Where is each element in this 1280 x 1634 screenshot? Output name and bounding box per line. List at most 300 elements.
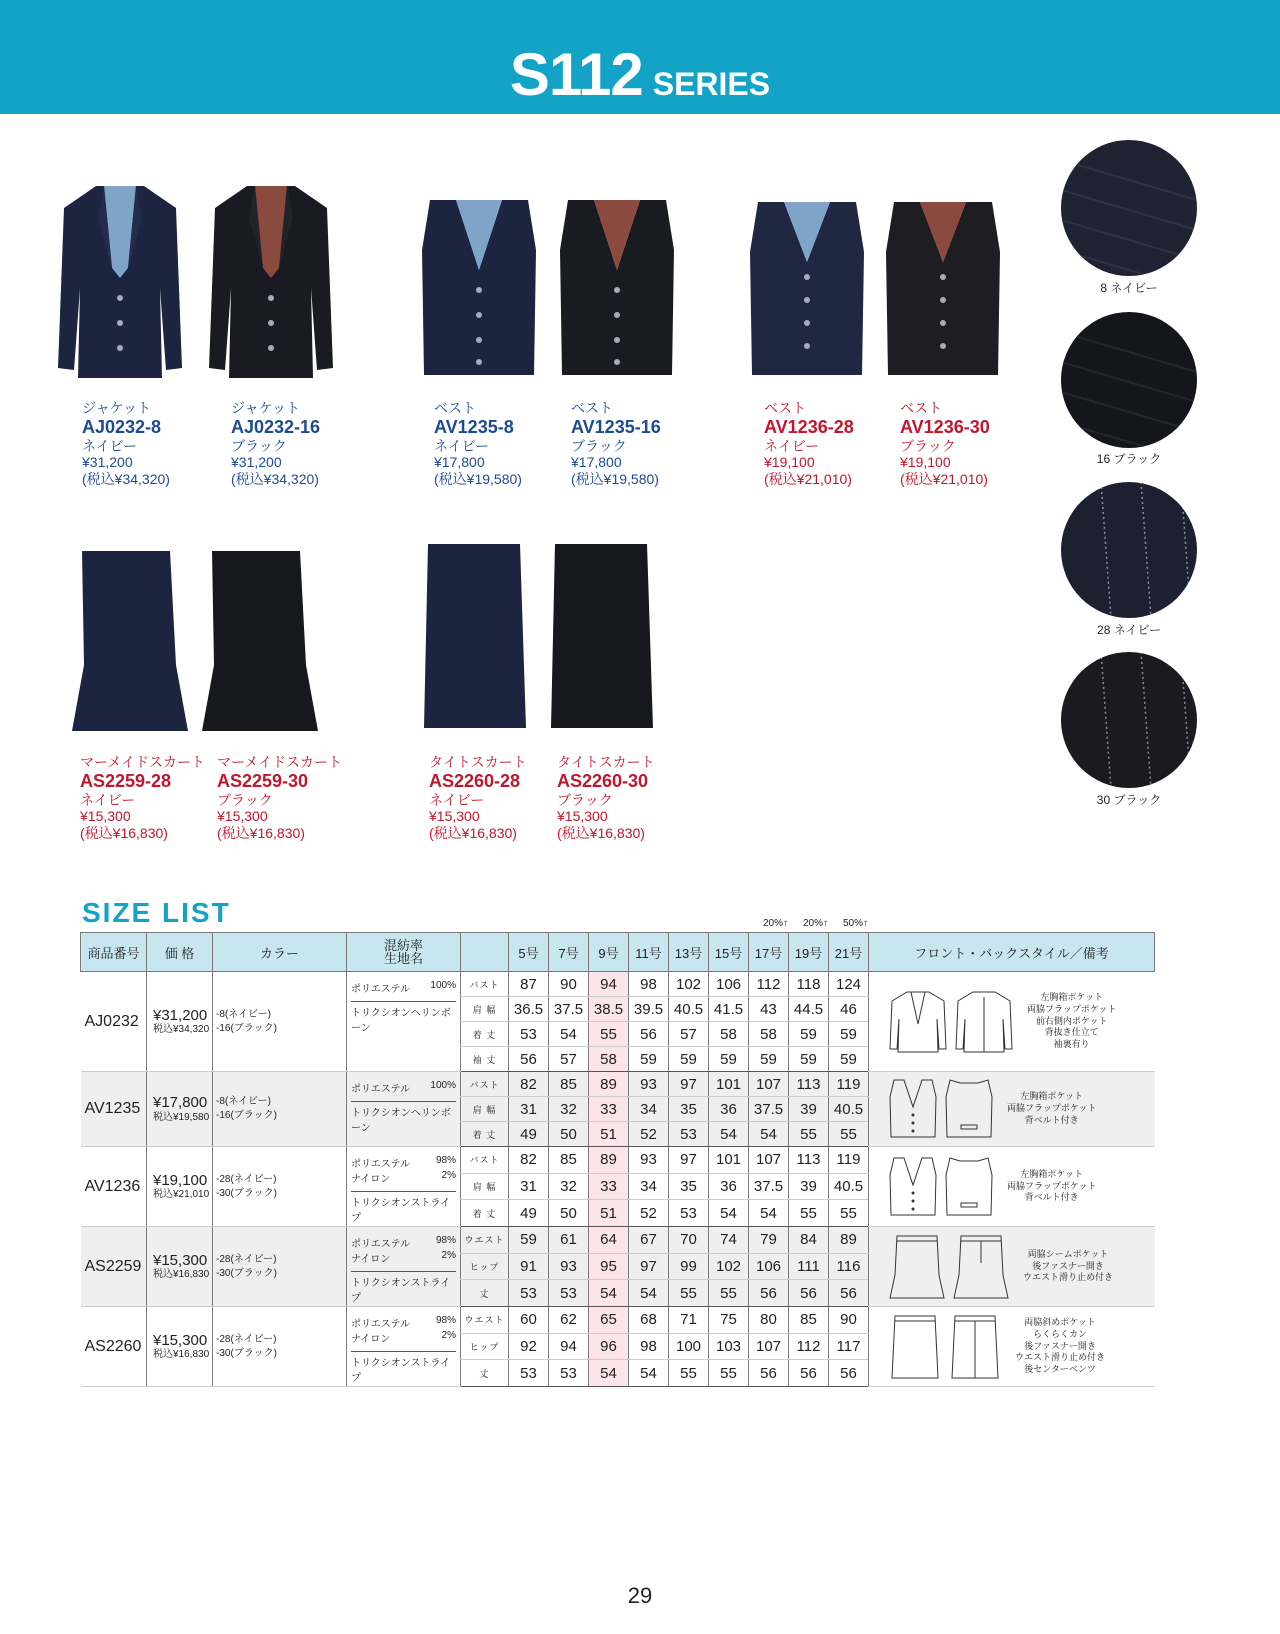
price: ¥31,200 bbox=[153, 1006, 208, 1024]
remark-item: ウエスト滑り止め付き bbox=[1015, 1352, 1106, 1363]
product-type: ベスト bbox=[571, 400, 613, 416]
size-value: 89 bbox=[589, 1072, 629, 1097]
size-value: 56 bbox=[629, 1022, 669, 1047]
size-value: 94 bbox=[549, 1333, 589, 1360]
size-value: 100 bbox=[669, 1333, 709, 1360]
color-option: -30(ブラック) bbox=[216, 1267, 277, 1279]
tax-price: 税込¥34,320 bbox=[153, 1024, 210, 1036]
size-value: 54 bbox=[549, 1022, 589, 1047]
size-value: 40.5 bbox=[829, 1173, 869, 1200]
size-value: 98 bbox=[629, 972, 669, 997]
material-cell bbox=[347, 972, 461, 1072]
tax-price: 税込¥16,830 bbox=[153, 1349, 210, 1361]
size-value: 56 bbox=[789, 1280, 829, 1307]
size-value: 90 bbox=[829, 1307, 869, 1334]
size-value: 46 bbox=[829, 997, 869, 1022]
size-value: 39 bbox=[789, 1173, 829, 1200]
remark-item: 背ベルト付き bbox=[1024, 1192, 1079, 1203]
size-row bbox=[81, 1307, 1155, 1334]
product-code: AS2259-28 bbox=[80, 770, 172, 791]
size-value: 59 bbox=[749, 1047, 789, 1072]
size-value: 112 bbox=[749, 972, 789, 997]
size-value: 50 bbox=[549, 1122, 589, 1147]
header-price: 価 格 bbox=[147, 933, 213, 972]
material-name: ナイロン bbox=[351, 1174, 391, 1185]
size-value: 56 bbox=[789, 1360, 829, 1387]
size-value: 53 bbox=[669, 1122, 709, 1147]
vest-back-sketch-icon bbox=[945, 1155, 993, 1219]
product-code-cell: AJ0232 bbox=[81, 972, 147, 1072]
header-size: 13号 bbox=[669, 933, 709, 972]
size-value: 53 bbox=[549, 1280, 589, 1307]
product-color: ブラック bbox=[231, 437, 287, 454]
skirt-as2260-navy-image bbox=[420, 540, 530, 732]
series-title bbox=[0, 40, 1280, 109]
size-value: 36 bbox=[709, 1097, 749, 1122]
product-type: ジャケット bbox=[82, 400, 152, 416]
size-value: 53 bbox=[509, 1360, 549, 1387]
size-value: 117 bbox=[829, 1333, 869, 1360]
color-cell bbox=[213, 972, 347, 1072]
size-value: 60 bbox=[509, 1307, 549, 1334]
price-cell bbox=[147, 1072, 213, 1147]
size-value: 54 bbox=[749, 1200, 789, 1227]
price: ¥17,800 bbox=[153, 1094, 208, 1112]
size-value: 54 bbox=[589, 1280, 629, 1307]
size-value: 34 bbox=[629, 1097, 669, 1122]
swatch-label: 16 ブラック bbox=[1096, 452, 1162, 466]
size-value: 50 bbox=[549, 1200, 589, 1227]
size-value: 33 bbox=[589, 1173, 629, 1200]
color-cell bbox=[213, 1227, 347, 1307]
size-value: 71 bbox=[669, 1307, 709, 1334]
size-value: 32 bbox=[549, 1173, 589, 1200]
header-size: 5号 bbox=[509, 933, 549, 972]
product-type: ベスト bbox=[764, 400, 806, 416]
size-note: 50%↑ bbox=[843, 918, 869, 929]
color-option: -16(ブラック) bbox=[216, 1022, 277, 1034]
size-value: 55 bbox=[789, 1200, 829, 1227]
size-value: 44.5 bbox=[789, 997, 829, 1022]
jacket-navy-image bbox=[56, 178, 184, 388]
size-value: 34 bbox=[629, 1173, 669, 1200]
material-name: ポリエステル bbox=[351, 1319, 411, 1330]
size-value: 37.5 bbox=[749, 1173, 789, 1200]
product-code: AS2260-28 bbox=[429, 770, 521, 791]
vest-av1236-navy-image bbox=[748, 192, 866, 385]
size-value: 33 bbox=[589, 1097, 629, 1122]
size-note: 20%↑ bbox=[763, 918, 789, 929]
size-value: 96 bbox=[589, 1333, 629, 1360]
material-name: ポリエステル bbox=[351, 1159, 411, 1170]
material-percent: 98% bbox=[435, 1155, 456, 1166]
product-price: ¥15,300 bbox=[557, 808, 608, 825]
swatch-label: 8 ネイビー bbox=[1100, 281, 1158, 295]
size-value: 54 bbox=[629, 1280, 669, 1307]
measure-label: 肩 幅 bbox=[461, 1173, 509, 1200]
product-color: ブラック bbox=[557, 791, 613, 808]
header-measure bbox=[461, 933, 509, 972]
color-cell bbox=[213, 1072, 347, 1147]
size-value: 97 bbox=[669, 1072, 709, 1097]
size-value: 98 bbox=[629, 1333, 669, 1360]
remarks-list bbox=[1007, 1091, 1096, 1126]
size-value: 84 bbox=[789, 1227, 829, 1254]
material-line bbox=[351, 1330, 456, 1345]
product-code-cell: AS2259 bbox=[81, 1227, 147, 1307]
measure-label: ウエスト bbox=[461, 1227, 509, 1254]
size-value: 37.5 bbox=[749, 1097, 789, 1122]
product-code-cell: AS2260 bbox=[81, 1307, 147, 1387]
remarks-cell bbox=[869, 1307, 1155, 1387]
measure-label: バスト bbox=[461, 1072, 509, 1097]
size-value: 90 bbox=[549, 972, 589, 997]
product-code: AS2259-30 bbox=[217, 770, 309, 791]
product-price: ¥31,200 bbox=[82, 454, 133, 471]
product-tax-price: (税込¥34,320) bbox=[82, 470, 170, 487]
product-type: マーメイドスカート bbox=[80, 754, 205, 770]
product-tax-price: (税込¥21,010) bbox=[900, 470, 988, 487]
size-value: 31 bbox=[509, 1173, 549, 1200]
size-value: 59 bbox=[669, 1047, 709, 1072]
size-row bbox=[81, 1147, 1155, 1174]
product-price: ¥17,800 bbox=[571, 454, 622, 471]
measure-label: 着 丈 bbox=[461, 1122, 509, 1147]
size-value: 82 bbox=[509, 1072, 549, 1097]
product-code: AV1236-30 bbox=[900, 416, 990, 437]
color-cell bbox=[213, 1147, 347, 1227]
remark-item: 背抜き仕立て bbox=[1044, 1027, 1099, 1038]
material-percent: 2% bbox=[441, 1330, 456, 1341]
size-value: 56 bbox=[829, 1360, 869, 1387]
size-value: 55 bbox=[789, 1122, 829, 1147]
product-price: ¥31,200 bbox=[231, 454, 282, 471]
size-value: 93 bbox=[549, 1253, 589, 1280]
size-value: 112 bbox=[789, 1333, 829, 1360]
price-cell bbox=[147, 1227, 213, 1307]
material-line bbox=[351, 1235, 456, 1250]
remark-item: らくらくカン bbox=[1033, 1328, 1088, 1339]
product-color: ネイビー bbox=[429, 791, 485, 808]
price-cell bbox=[147, 1307, 213, 1387]
remark-item: 両脇フラップポケット bbox=[1007, 1103, 1097, 1114]
product-caption bbox=[571, 400, 661, 487]
measure-label: 丈 bbox=[461, 1360, 509, 1387]
size-value: 55 bbox=[829, 1122, 869, 1147]
size-value: 56 bbox=[509, 1047, 549, 1072]
material-percent: 2% bbox=[441, 1250, 456, 1261]
remarks-cell bbox=[869, 1227, 1155, 1307]
size-value: 68 bbox=[629, 1307, 669, 1334]
size-value: 43 bbox=[749, 997, 789, 1022]
size-value: 85 bbox=[789, 1307, 829, 1334]
color-cell bbox=[213, 1307, 347, 1387]
size-value: 37.5 bbox=[549, 997, 589, 1022]
size-value: 54 bbox=[589, 1360, 629, 1387]
product-tax-price: (税込¥21,010) bbox=[764, 470, 852, 487]
size-value: 93 bbox=[629, 1072, 669, 1097]
swatch-label: 30 ブラック bbox=[1096, 793, 1162, 807]
header-size: 7号 bbox=[549, 933, 589, 972]
size-value: 53 bbox=[509, 1022, 549, 1047]
remark-item: 両脇シームポケット bbox=[1027, 1248, 1109, 1259]
size-value: 99 bbox=[669, 1253, 709, 1280]
size-value: 54 bbox=[709, 1200, 749, 1227]
product-color: ブラック bbox=[571, 437, 627, 454]
size-value: 107 bbox=[749, 1072, 789, 1097]
remark-item: 左胸箱ポケット bbox=[1020, 1168, 1083, 1179]
remarks-list bbox=[1015, 1317, 1105, 1375]
product-color: ネイビー bbox=[764, 437, 820, 454]
fabric-swatch bbox=[1061, 482, 1197, 618]
product-tax-price: (税込¥34,320) bbox=[231, 470, 319, 487]
size-value: 32 bbox=[549, 1097, 589, 1122]
size-note: 20%↑ bbox=[803, 918, 829, 929]
remark-item: 後ファスナー開き bbox=[1032, 1260, 1104, 1271]
product-type: タイトスカート bbox=[557, 754, 655, 770]
size-value: 67 bbox=[629, 1227, 669, 1254]
color-option: -16(ブラック) bbox=[216, 1110, 277, 1121]
material-name: ポリエステル bbox=[351, 984, 411, 995]
remark-item: 左胸箱ポケット bbox=[1020, 1091, 1083, 1102]
jacket-sketch-icon bbox=[889, 989, 947, 1055]
size-value: 39.5 bbox=[629, 997, 669, 1022]
tight-skirt-back-sketch-icon bbox=[949, 1313, 1001, 1381]
vest-av1235-navy-image bbox=[420, 190, 538, 385]
size-value: 97 bbox=[629, 1253, 669, 1280]
tax-price: 税込¥21,010 bbox=[153, 1189, 210, 1201]
size-value: 59 bbox=[829, 1047, 869, 1072]
color-option: -28(ネイビー) bbox=[216, 1253, 277, 1265]
price: ¥15,300 bbox=[153, 1331, 208, 1349]
material-percent: 100% bbox=[430, 1080, 456, 1091]
size-value: 59 bbox=[629, 1047, 669, 1072]
material-line bbox=[351, 1170, 456, 1185]
size-value: 119 bbox=[829, 1147, 869, 1174]
size-value: 107 bbox=[749, 1333, 789, 1360]
material-cell bbox=[347, 1147, 461, 1227]
fabric-name: トリクシオンヘリンボーン bbox=[351, 1101, 456, 1134]
material-line bbox=[351, 1080, 456, 1095]
material-percent: 98% bbox=[435, 1235, 456, 1246]
header-code: 商品番号 bbox=[81, 933, 147, 972]
remarks-cell bbox=[869, 972, 1155, 1072]
size-value: 97 bbox=[669, 1147, 709, 1174]
product-code: AV1235-8 bbox=[434, 416, 514, 437]
size-value: 41.5 bbox=[709, 997, 749, 1022]
product-code-cell: AV1236 bbox=[81, 1147, 147, 1227]
remark-item: ウエスト滑り止め付き bbox=[1023, 1272, 1114, 1283]
tax-price: 税込¥19,580 bbox=[153, 1111, 210, 1123]
fabric-swatch bbox=[1061, 140, 1197, 276]
product-caption bbox=[80, 754, 205, 841]
size-value: 70 bbox=[669, 1227, 709, 1254]
size-value: 107 bbox=[749, 1147, 789, 1174]
material-line bbox=[351, 1250, 456, 1265]
product-tax-price: (税込¥16,830) bbox=[557, 824, 645, 841]
measure-label: 着 丈 bbox=[461, 1200, 509, 1227]
vest-back-sketch-icon bbox=[945, 1077, 993, 1141]
size-value: 80 bbox=[749, 1307, 789, 1334]
size-value: 102 bbox=[669, 972, 709, 997]
product-price: ¥15,300 bbox=[217, 808, 268, 825]
page-number: 29 bbox=[627, 1583, 653, 1608]
size-value: 58 bbox=[709, 1022, 749, 1047]
color-option: -8(ネイビー) bbox=[216, 1008, 271, 1020]
vest-av1236-black-image bbox=[884, 192, 1002, 385]
size-value: 35 bbox=[669, 1097, 709, 1122]
product-caption bbox=[82, 400, 170, 487]
remark-item: 後ファスナー開き bbox=[1024, 1340, 1096, 1351]
mermaid-skirt-sketch-icon bbox=[889, 1233, 945, 1301]
size-value: 85 bbox=[549, 1147, 589, 1174]
size-value: 54 bbox=[629, 1360, 669, 1387]
product-color: ブラック bbox=[900, 437, 956, 454]
product-caption bbox=[900, 400, 990, 487]
remark-item: 両脇斜めポケット bbox=[1024, 1317, 1096, 1328]
remark-item: 両脇フラップポケット bbox=[1027, 1003, 1117, 1014]
product-tax-price: (税込¥16,830) bbox=[217, 824, 305, 841]
fabric-name: トリクシオンストライプ bbox=[351, 1271, 456, 1304]
price: ¥15,300 bbox=[153, 1251, 208, 1269]
size-value: 56 bbox=[749, 1280, 789, 1307]
size-value: 79 bbox=[749, 1227, 789, 1254]
measure-label: 肩 幅 bbox=[461, 1097, 509, 1122]
skirt-as2259-navy-image bbox=[70, 545, 190, 735]
fabric-name: トリクシオンストライプ bbox=[351, 1191, 456, 1224]
size-value: 124 bbox=[829, 972, 869, 997]
size-value: 59 bbox=[829, 1022, 869, 1047]
skirt-as2260-black-image bbox=[547, 540, 657, 732]
remarks-cell bbox=[869, 1072, 1155, 1147]
swatch-label: 28 ネイビー bbox=[1097, 623, 1161, 637]
size-value: 61 bbox=[549, 1227, 589, 1254]
product-caption bbox=[429, 754, 527, 841]
header-size: 11号 bbox=[629, 933, 669, 972]
size-value: 55 bbox=[669, 1280, 709, 1307]
material-cell bbox=[347, 1307, 461, 1387]
size-value: 106 bbox=[709, 972, 749, 997]
remark-item: 後センターベンツ bbox=[1024, 1364, 1096, 1375]
product-caption bbox=[557, 754, 655, 841]
size-value: 94 bbox=[589, 972, 629, 997]
size-value: 51 bbox=[589, 1200, 629, 1227]
product-color: ブラック bbox=[217, 791, 273, 808]
size-value: 93 bbox=[629, 1147, 669, 1174]
measure-label: ウエスト bbox=[461, 1307, 509, 1334]
product-type: タイトスカート bbox=[429, 754, 527, 770]
product-type: マーメイドスカート bbox=[217, 754, 342, 770]
size-table-body bbox=[81, 972, 1155, 1387]
size-value: 53 bbox=[509, 1280, 549, 1307]
header-size: 9号 bbox=[589, 933, 629, 972]
size-value: 40.5 bbox=[669, 997, 709, 1022]
size-value: 62 bbox=[549, 1307, 589, 1334]
remarks-list bbox=[1027, 992, 1116, 1050]
size-value: 91 bbox=[509, 1253, 549, 1280]
size-value: 55 bbox=[589, 1022, 629, 1047]
product-price: ¥17,800 bbox=[434, 454, 485, 471]
remarks-list bbox=[1023, 1249, 1113, 1284]
fabric-swatch bbox=[1061, 312, 1197, 448]
product-caption bbox=[764, 400, 854, 487]
size-value: 52 bbox=[629, 1122, 669, 1147]
size-value: 38.5 bbox=[589, 997, 629, 1022]
product-price: ¥15,300 bbox=[429, 808, 480, 825]
size-value: 36.5 bbox=[509, 997, 549, 1022]
size-list-title: SIZE LIST bbox=[82, 897, 231, 928]
size-value: 59 bbox=[789, 1022, 829, 1047]
size-value: 89 bbox=[589, 1147, 629, 1174]
size-value: 36 bbox=[709, 1173, 749, 1200]
product-caption bbox=[217, 754, 342, 841]
header-size: 17号 bbox=[749, 933, 789, 972]
series-word: SERIES bbox=[652, 66, 771, 102]
header-material: 混紡率 生地名 bbox=[347, 933, 461, 972]
material-line bbox=[351, 1155, 456, 1170]
vest-sketch-icon bbox=[889, 1155, 937, 1219]
remark-item: 前右側内ポケット bbox=[1035, 1015, 1108, 1026]
remarks-list bbox=[1007, 1169, 1096, 1204]
size-value: 74 bbox=[709, 1227, 749, 1254]
measure-label: バスト bbox=[461, 1147, 509, 1174]
header-color: カラー bbox=[213, 933, 347, 972]
material-line bbox=[351, 980, 456, 995]
size-value: 85 bbox=[549, 1072, 589, 1097]
size-value: 57 bbox=[549, 1047, 589, 1072]
size-value: 106 bbox=[749, 1253, 789, 1280]
product-price: ¥19,100 bbox=[764, 454, 815, 471]
size-value: 55 bbox=[709, 1360, 749, 1387]
jacket-back-sketch-icon bbox=[955, 989, 1013, 1055]
jacket-black-image bbox=[207, 178, 335, 388]
measure-label: バスト bbox=[461, 972, 509, 997]
size-value: 55 bbox=[709, 1280, 749, 1307]
mermaid-skirt-back-sketch-icon bbox=[953, 1233, 1009, 1301]
size-row bbox=[81, 1227, 1155, 1254]
remark-item: 左胸箱ポケット bbox=[1040, 992, 1103, 1003]
product-price: ¥19,100 bbox=[900, 454, 951, 471]
remark-item: 両脇フラップポケット bbox=[1007, 1180, 1097, 1191]
size-value: 119 bbox=[829, 1072, 869, 1097]
size-value: 40.5 bbox=[829, 1097, 869, 1122]
size-value: 53 bbox=[669, 1200, 709, 1227]
material-name: ポリエステル bbox=[351, 1084, 411, 1095]
size-value: 89 bbox=[829, 1227, 869, 1254]
color-option: -28(ネイビー) bbox=[216, 1333, 277, 1345]
remark-item: 袖裏有り bbox=[1053, 1039, 1090, 1050]
material-percent: 2% bbox=[441, 1170, 456, 1181]
size-value: 35 bbox=[669, 1173, 709, 1200]
fabric-name: トリクシオンヘリンボーン bbox=[351, 1001, 456, 1034]
fabric-swatch bbox=[1061, 652, 1197, 788]
material-name: ナイロン bbox=[351, 1334, 391, 1345]
material-percent: 100% bbox=[430, 980, 456, 991]
material-name: ポリエステル bbox=[351, 1239, 411, 1250]
product-type: ベスト bbox=[434, 400, 476, 416]
measure-label: 袖 丈 bbox=[461, 1047, 509, 1072]
size-table-header bbox=[81, 933, 1155, 972]
product-tax-price: (税込¥19,580) bbox=[571, 470, 659, 487]
color-option: -28(ネイビー) bbox=[216, 1173, 277, 1185]
product-code: AS2260-30 bbox=[557, 770, 649, 791]
header-size: 15号 bbox=[709, 933, 749, 972]
size-value: 51 bbox=[589, 1122, 629, 1147]
size-value: 58 bbox=[589, 1047, 629, 1072]
size-value: 92 bbox=[509, 1333, 549, 1360]
size-value: 49 bbox=[509, 1200, 549, 1227]
vest-sketch-icon bbox=[889, 1077, 937, 1141]
